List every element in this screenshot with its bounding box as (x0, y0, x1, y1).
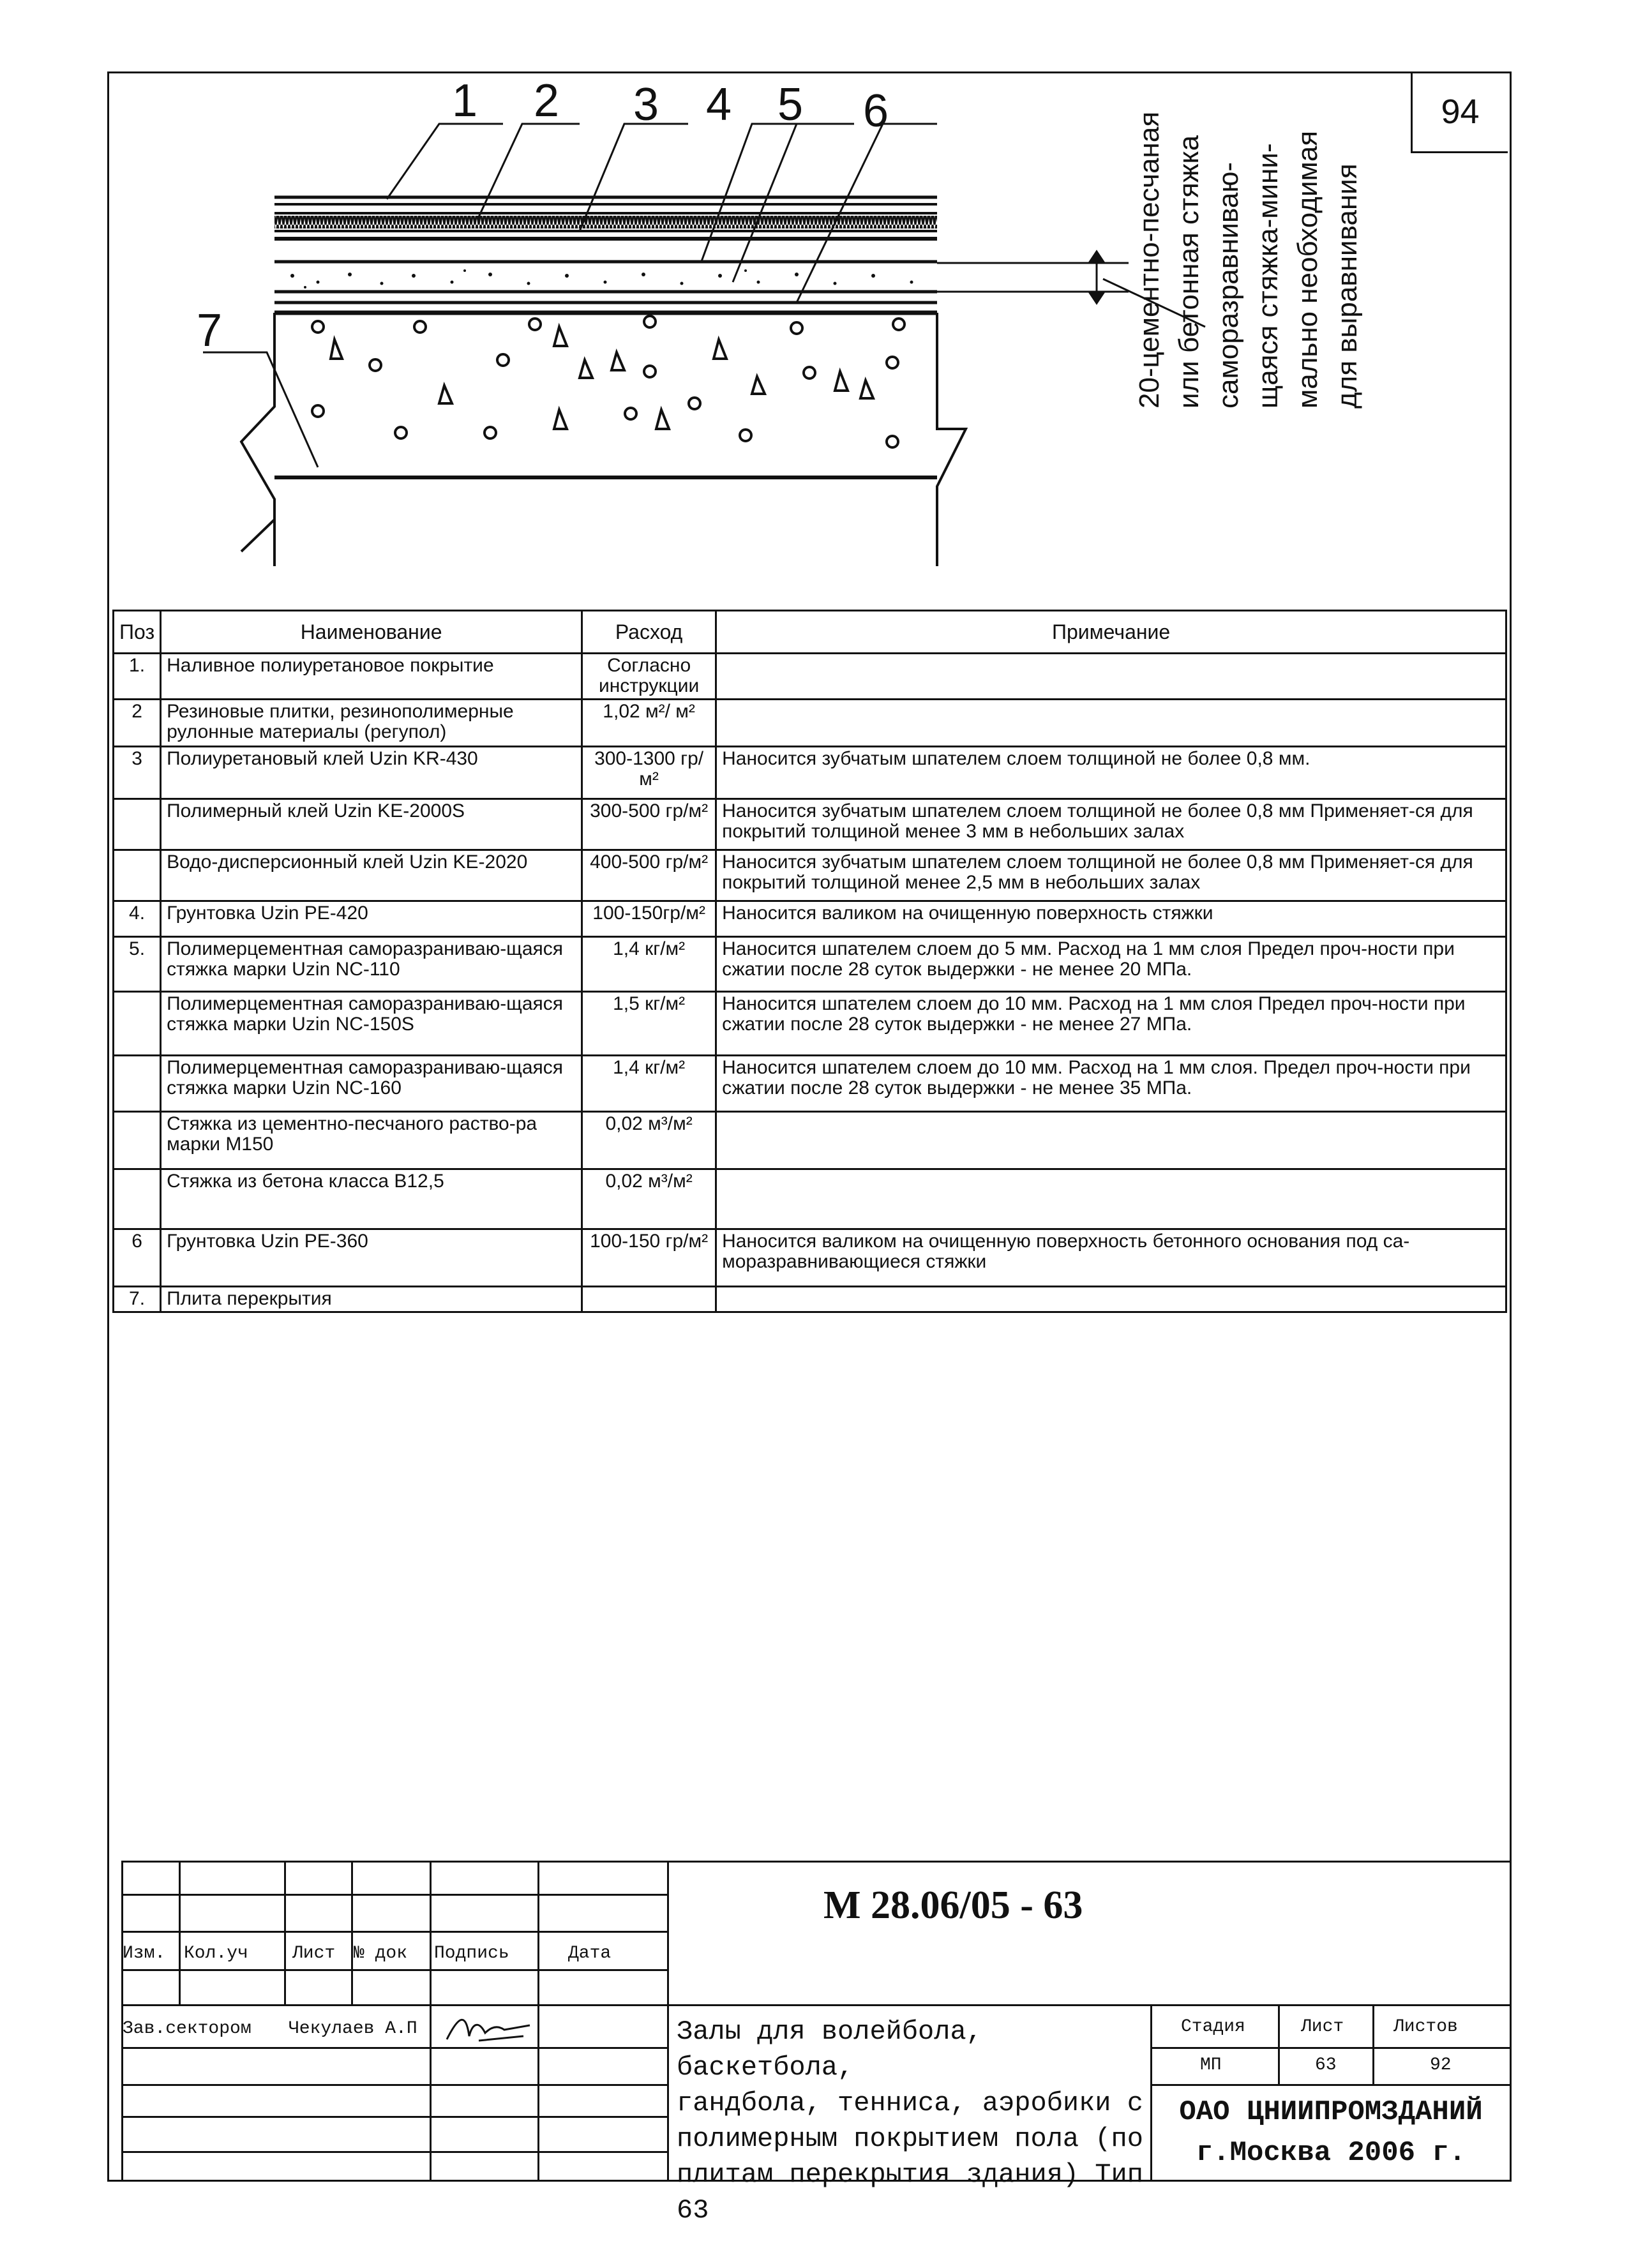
row-note: Наносится шпателем слоем до 10 мм. Расход на 1 мм слоя. Предел проч-ности при сжатии после 28 суток выдержки - не менее 35 МПа. (716, 1056, 1506, 1112)
row-note (716, 654, 1506, 700)
layer-label-2: 2 (534, 75, 560, 126)
sheet-number: 94 (1411, 71, 1508, 153)
row-rate: 300-500 гр/м² (582, 799, 716, 850)
organization (1150, 2092, 1512, 2173)
table-row (114, 1229, 1506, 1287)
slab-outline (241, 313, 966, 566)
sheets-value: 92 (1430, 2055, 1452, 2075)
row-pos: 1. (114, 654, 161, 700)
thickness-side-note (1130, 64, 1462, 409)
table-row (114, 850, 1506, 901)
signature (440, 2007, 536, 2046)
layer-label-4: 4 (706, 79, 732, 130)
row-note (716, 1287, 1506, 1312)
concrete-aggregate (312, 316, 905, 447)
table-row (114, 747, 1506, 799)
sheet-value: 63 (1315, 2055, 1337, 2075)
row-rate: 1,02 м²/ м² (582, 700, 716, 747)
header-rate: Расход (582, 611, 716, 654)
row-note (716, 1169, 1506, 1229)
table-row (114, 1112, 1506, 1169)
layer-label-3: 3 (633, 79, 659, 130)
row-pos (114, 799, 161, 850)
layer-label-1: 1 (452, 75, 478, 126)
row-pos: 4. (114, 901, 161, 937)
row-name: Полимерцементная саморазраниваю-щаяся стяжка марки Uzin NC-160 (161, 1056, 582, 1112)
table-row (114, 799, 1506, 850)
row-rate: Согласно инструкции (582, 654, 716, 700)
title-block (121, 1861, 1512, 2226)
table-row (114, 700, 1506, 747)
row-pos: 5. (114, 937, 161, 992)
row-rate: 1,5 кг/м² (582, 992, 716, 1056)
row-name: Резиновые плитки, резинополимерные рулонные материалы (регупол) (161, 700, 582, 747)
row-note: Наносится зубчатым шпателем слоем толщиной не более 0,8 мм Применяет-ся для покрытий толщиной менее 2,5 мм в небольших залах (716, 850, 1506, 901)
leader-lines (203, 124, 1205, 467)
layer-label-7: 7 (197, 305, 223, 356)
stage-label: Стадия (1181, 2017, 1245, 2037)
row-pos: 3 (114, 747, 161, 799)
header-name: Наименование (161, 611, 582, 654)
row-rate: 0,02 м³/м² (582, 1112, 716, 1169)
side-note-line: для выравнивания (1332, 163, 1363, 409)
row-rate: 1,4 кг/м² (582, 1056, 716, 1112)
col-label-izm: Изм. (123, 1944, 166, 1963)
row-rate (582, 1287, 716, 1312)
table-row (114, 1169, 1506, 1229)
table-row (114, 654, 1506, 700)
row-rate: 100-150 гр/м² (582, 1229, 716, 1287)
coating-layers (274, 197, 937, 313)
row-note (716, 1112, 1506, 1169)
description-line: гандбола, тенниса, аэробики с (677, 2088, 1143, 2118)
role-label: Зав.сектором (123, 2019, 252, 2039)
row-rate: 400-500 гр/м² (582, 850, 716, 901)
spec-table (112, 610, 1507, 1313)
description-line: полимерным покрытием пола (по (677, 2124, 1143, 2154)
sheet-label: Лист (1301, 2017, 1344, 2037)
description-line: плитам перекрытия здания) Тип 63 (677, 2159, 1143, 2226)
row-pos (114, 1169, 161, 1229)
table-row (114, 937, 1506, 992)
stage-value: МП (1200, 2055, 1222, 2075)
table-row (114, 1056, 1506, 1112)
side-note-line: саморазравниваю- (1213, 161, 1244, 409)
row-name: Полимерный клей Uzin KE-2000S (161, 799, 582, 850)
row-name: Плита перекрытия (161, 1287, 582, 1312)
organization-name: ОАО ЦНИИПРОМЗДАНИЙ (1179, 2096, 1483, 2128)
row-note: Наносится валиком на очищенную поверхность стяжки (716, 901, 1506, 937)
sheet-description (677, 2014, 1149, 2228)
row-note: Наносится валиком на очищенную поверхность бетонного основания под са-моразравнивающиеся стяжки (716, 1229, 1506, 1287)
row-note: Наносится шпателем слоем до 5 мм. Расход на 1 мм слоя Предел проч-ности при сжатии после 28 суток выдержки - не менее 20 МПа. (716, 937, 1506, 992)
side-note-line: 20-цементно-песчаная (1134, 111, 1165, 409)
description-line: Залы для волейбола, баскетбола, (677, 2016, 982, 2083)
side-note-line: мально необходимая (1292, 130, 1323, 409)
row-pos: 6 (114, 1229, 161, 1287)
row-pos (114, 850, 161, 901)
document-code: М 28.06/05 - 63 (823, 1884, 1083, 1927)
row-name: Грунтовка Uzin PE-420 (161, 901, 582, 937)
table-row (114, 901, 1506, 937)
row-name: Наливное полиуретановое покрытие (161, 654, 582, 700)
row-rate: 100-150гр/м² (582, 901, 716, 937)
table-header-row (114, 611, 1506, 654)
table-row (114, 992, 1506, 1056)
col-label-list: Лист (292, 1944, 336, 1963)
row-rate: 300-1300 гр/м² (582, 747, 716, 799)
row-name: Полимерцементная саморазраниваю-щаяся стяжка марки Uzin NC-150S (161, 992, 582, 1056)
row-name: Водо-дисперсионный клей Uzin KE-2020 (161, 850, 582, 901)
col-label-date: Дата (568, 1944, 612, 1963)
row-rate: 1,4 кг/м² (582, 937, 716, 992)
layer-label-5: 5 (777, 79, 804, 130)
row-note: Наносится шпателем слоем до 10 мм. Расход на 1 мм слоя Предел проч-ности при сжатии после 28 суток выдержки - не менее 27 МПа. (716, 992, 1506, 1056)
row-note: Наносится зубчатым шпателем слоем толщиной не более 0,8 мм Применяет-ся для покрытий толщиной менее 3 мм в небольших залах (716, 799, 1506, 850)
col-label-kol: Кол.уч (184, 1944, 248, 1963)
layer-label-6: 6 (863, 86, 889, 137)
row-pos: 2 (114, 700, 161, 747)
side-note-line: щаяся стяжка-мини- (1252, 143, 1284, 409)
row-name: Стяжка из бетона класса В12,5 (161, 1169, 582, 1229)
row-note (716, 700, 1506, 747)
person-name: Чекулаев А.П (289, 2019, 417, 2039)
screed-dots (290, 269, 913, 289)
col-label-sign: Подпись (434, 1944, 509, 1963)
row-pos (114, 1056, 161, 1112)
row-pos: 7. (114, 1287, 161, 1312)
header-note: Примечание (716, 611, 1506, 654)
city-year: г.Москва 2006 г. (1196, 2137, 1466, 2169)
row-rate: 0,02 м³/м² (582, 1169, 716, 1229)
col-label-doc: № док (354, 1944, 408, 1963)
row-name: Грунтовка Uzin PE-360 (161, 1229, 582, 1287)
side-note-line: или бетонная стяжка (1173, 135, 1205, 409)
row-name: Стяжка из цементно-песчаного раство-ра марки М150 (161, 1112, 582, 1169)
table-row (114, 1287, 1506, 1312)
row-pos (114, 1112, 161, 1169)
header-pos: Поз (114, 611, 161, 654)
row-name: Полиуретановый клей Uzin KR-430 (161, 747, 582, 799)
row-pos (114, 992, 161, 1056)
sheets-label: Листов (1393, 2017, 1458, 2037)
row-name: Полимерцементная саморазраниваю-щаяся стяжка марки Uzin NC-110 (161, 937, 582, 992)
row-note: Наносится зубчатым шпателем слоем толщиной не более 0,8 мм. (716, 747, 1506, 799)
